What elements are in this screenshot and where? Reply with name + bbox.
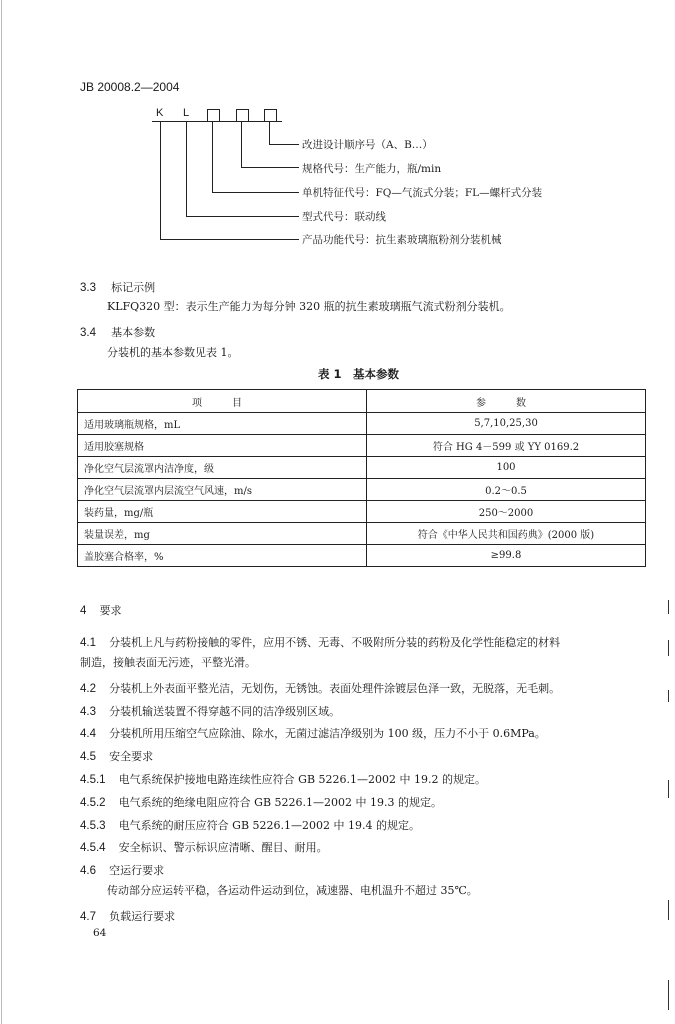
section-number: 4 bbox=[80, 605, 87, 617]
clause-text: 空运行要求 bbox=[109, 864, 165, 877]
clause-number: 4.4 bbox=[80, 728, 96, 740]
table-cell-value: 0.2～0.5 bbox=[367, 479, 646, 501]
clause-4-6 bbox=[80, 859, 164, 878]
clause-number: 4.5 bbox=[80, 751, 96, 763]
clause-number: 4.7 bbox=[80, 911, 96, 923]
table-row bbox=[78, 545, 646, 567]
code-label-type: 型式代号：联动线 bbox=[302, 211, 386, 223]
leader-h-5 bbox=[160, 239, 299, 240]
table-cell-value: 符合《中华人民共和国药典》(2000 版) bbox=[367, 523, 646, 545]
clause-number: 4.1 bbox=[80, 637, 96, 649]
code-label-revision: 改进设计顺序号（A、B…） bbox=[302, 139, 433, 151]
table-header-param: 参 数 bbox=[367, 390, 646, 413]
table-cell-item: 适用玻璃瓶规格，mL bbox=[78, 413, 367, 435]
scan-mark bbox=[668, 900, 669, 920]
table-row bbox=[78, 523, 646, 545]
clause-text: 电气系统保护接地电路连续性应符合 GB 5226.1—2002 中 19.2 的规定。 bbox=[118, 773, 486, 786]
clause-4-2 bbox=[80, 677, 560, 696]
code-label-feature: 单机特征代号：FQ—气流式分装；FL—螺杆式分装 bbox=[302, 187, 543, 199]
table-cell-item: 盖胶塞合格率，% bbox=[78, 545, 367, 567]
table-header-row bbox=[78, 390, 646, 413]
section-number: 3.4 bbox=[80, 327, 96, 339]
clause-4-7 bbox=[80, 905, 175, 924]
code-letter-l: L bbox=[183, 107, 190, 119]
table-row bbox=[78, 479, 646, 501]
table-cell-value: 5,7,10,25,30 bbox=[367, 413, 646, 435]
clause-number: 4.5.1 bbox=[80, 774, 106, 786]
clause-number: 4.6 bbox=[80, 865, 96, 877]
table-cell-item: 适用胶塞规格 bbox=[78, 435, 367, 457]
clause-text: 安全要求 bbox=[109, 750, 154, 763]
clause-number: 4.2 bbox=[80, 683, 96, 695]
scan-mark bbox=[668, 640, 669, 656]
code-box-2 bbox=[236, 109, 249, 122]
clause-4-4 bbox=[80, 722, 546, 741]
table-row bbox=[78, 413, 646, 435]
clause-number: 4.5.2 bbox=[80, 797, 106, 809]
clause-4-1-continued: 制造，接触表面无污迹，平整光滑。 bbox=[80, 656, 256, 669]
section-3-3-text: KLFQ320 型：表示生产能力为每分钟 320 瓶的抗生素玻璃瓶气流式粉剂分装机。 bbox=[107, 300, 511, 313]
clause-4-5-1 bbox=[80, 768, 486, 787]
clause-text: 分装机上凡与药粉接触的零件，应用不锈、无毒、不吸附所分装的药粉及化学性能稳定的材料 bbox=[109, 636, 561, 649]
section-3-4-text: 分装机的基本参数见表 1。 bbox=[107, 346, 239, 359]
table-row bbox=[78, 457, 646, 479]
code-letter-k: K bbox=[156, 107, 164, 119]
table-header-item: 项 目 bbox=[78, 390, 367, 413]
table-cell-item: 净化空气层流罩内层流空气风速，m/s bbox=[78, 479, 367, 501]
table-cell-value: ≥99.8 bbox=[367, 545, 646, 567]
leader-v-3 bbox=[212, 122, 213, 192]
table-cell-item: 净化空气层流罩内洁净度，级 bbox=[78, 457, 367, 479]
leader-v-5 bbox=[160, 122, 161, 239]
scan-mark bbox=[668, 600, 669, 614]
section-title: 基本参数 bbox=[111, 326, 156, 339]
leader-v-1 bbox=[269, 122, 270, 144]
clause-4-5-3 bbox=[80, 814, 420, 833]
clause-4-5 bbox=[80, 745, 153, 764]
clause-number: 4.5.4 bbox=[80, 842, 106, 854]
table-row bbox=[78, 435, 646, 457]
standard-id-header: JB 20008.2—2004 bbox=[80, 80, 180, 94]
section-3-4-heading bbox=[80, 321, 155, 340]
clause-text: 分装机所用压缩空气应除油、除水，无菌过滤洁净级别为 100 级，压力不小于 0.6MPa。 bbox=[109, 727, 546, 740]
leader-v-2 bbox=[241, 122, 242, 167]
clause-4-5-4 bbox=[80, 836, 328, 855]
scan-mark bbox=[668, 690, 669, 702]
parameters-table bbox=[77, 389, 646, 567]
table-cell-value: 250～2000 bbox=[367, 501, 646, 523]
clause-number: 4.5.3 bbox=[80, 820, 106, 832]
clause-number: 4.3 bbox=[80, 706, 96, 718]
code-box-1 bbox=[207, 109, 220, 122]
clause-text: 安全标识、警示标识应清晰、醒目、耐用。 bbox=[118, 841, 328, 854]
code-label-function: 产品功能代号：抗生素玻璃瓶粉剂分装机械 bbox=[302, 234, 502, 246]
table-cell-value: 符合 HG 4－599 或 YY 0169.2 bbox=[367, 435, 646, 457]
clause-text: 分装机上外表面平整光洁，无划伤，无锈蚀。表面处理件涂镀层色泽一致，无脱落，无毛刺。 bbox=[109, 682, 561, 695]
scan-mark bbox=[668, 980, 669, 1010]
clause-text: 电气系统的绝缘电阻应符合 GB 5226.1—2002 中 19.3 的规定。 bbox=[118, 796, 442, 809]
leader-h-3 bbox=[212, 192, 299, 193]
leader-h-4 bbox=[186, 216, 299, 217]
clause-4-6-text: 传动部分应运转平稳，各运动件运动到位，减速器、电机温升不超过 35℃。 bbox=[107, 884, 478, 897]
scan-mark bbox=[668, 780, 669, 798]
section-number: 3.3 bbox=[80, 282, 96, 294]
clause-4-5-2 bbox=[80, 791, 442, 810]
code-box-3 bbox=[264, 109, 277, 122]
table-cell-item: 装药量，mg/瓶 bbox=[78, 501, 367, 523]
leader-h-1 bbox=[269, 144, 299, 145]
section-4-heading bbox=[80, 599, 122, 618]
table-row bbox=[78, 501, 646, 523]
section-3-3-heading bbox=[80, 276, 155, 295]
table-caption: 表 1 基本参数 bbox=[318, 367, 400, 381]
clause-4-1 bbox=[80, 631, 560, 650]
section-title: 要求 bbox=[99, 604, 122, 617]
table-cell-value: 100 bbox=[367, 457, 646, 479]
clause-text: 电气系统的耐压应符合 GB 5226.1—2002 中 19.4 的规定。 bbox=[118, 819, 420, 832]
clause-4-3 bbox=[80, 700, 340, 719]
section-title: 标记示例 bbox=[111, 281, 156, 294]
clause-text: 负载运行要求 bbox=[109, 910, 176, 923]
leader-h-2 bbox=[241, 167, 299, 168]
leader-v-4 bbox=[186, 122, 187, 216]
page-number: 64 bbox=[93, 927, 107, 939]
scan-edge-left bbox=[1, 0, 2, 1024]
code-label-capacity: 规格代号：生产能力，瓶/min bbox=[302, 163, 442, 175]
table-cell-item: 装量误差，mg bbox=[78, 523, 367, 545]
clause-text: 分装机输送装置不得穿越不同的洁净级别区域。 bbox=[109, 705, 341, 718]
